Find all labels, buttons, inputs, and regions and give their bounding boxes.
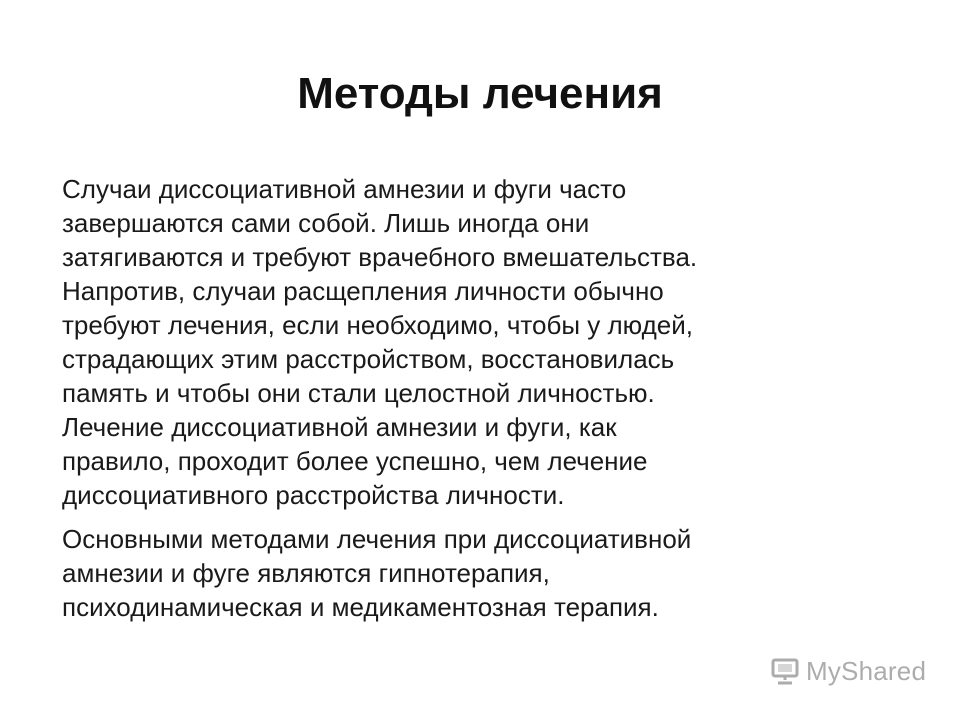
text-line: Напротив, случаи расщепления личности обычно xyxy=(62,276,664,306)
text-line: Основными методами лечения при диссоциативной xyxy=(62,524,692,554)
text-line: Лечение диссоциативной амнезии и фуги, как xyxy=(62,412,617,442)
text-line: память и чтобы они стали целостной личностью. xyxy=(62,378,655,408)
text-line: правило, проходит более успешно, чем лечение xyxy=(62,446,648,476)
text-line: психодинамическая и медикаментозная терапия. xyxy=(62,592,659,622)
watermark xyxy=(770,654,926,688)
watermark-text: MyShared xyxy=(806,655,927,686)
paragraph-1 xyxy=(62,172,902,512)
text-line: страдающих этим расстройством, восстановилась xyxy=(62,344,675,374)
text-line: Случаи диссоциативной амнезии и фуги часто xyxy=(62,174,627,204)
paragraph-2 xyxy=(62,522,902,624)
text-line: затягиваются и требуют врачебного вмешательства. xyxy=(62,242,698,272)
text-line: завершаются сами собой. Лишь иногда они xyxy=(62,208,590,238)
slide-body xyxy=(62,172,902,634)
text-line: амнезии и фуге являются гипнотерапия, xyxy=(62,558,550,588)
text-line: требуют лечения, если необходимо, чтобы у людей, xyxy=(62,310,693,340)
text-line: диссоциативного расстройства личности. xyxy=(62,480,565,510)
presentation-board-icon xyxy=(770,656,800,686)
slide-title: Методы лечения xyxy=(297,69,663,118)
